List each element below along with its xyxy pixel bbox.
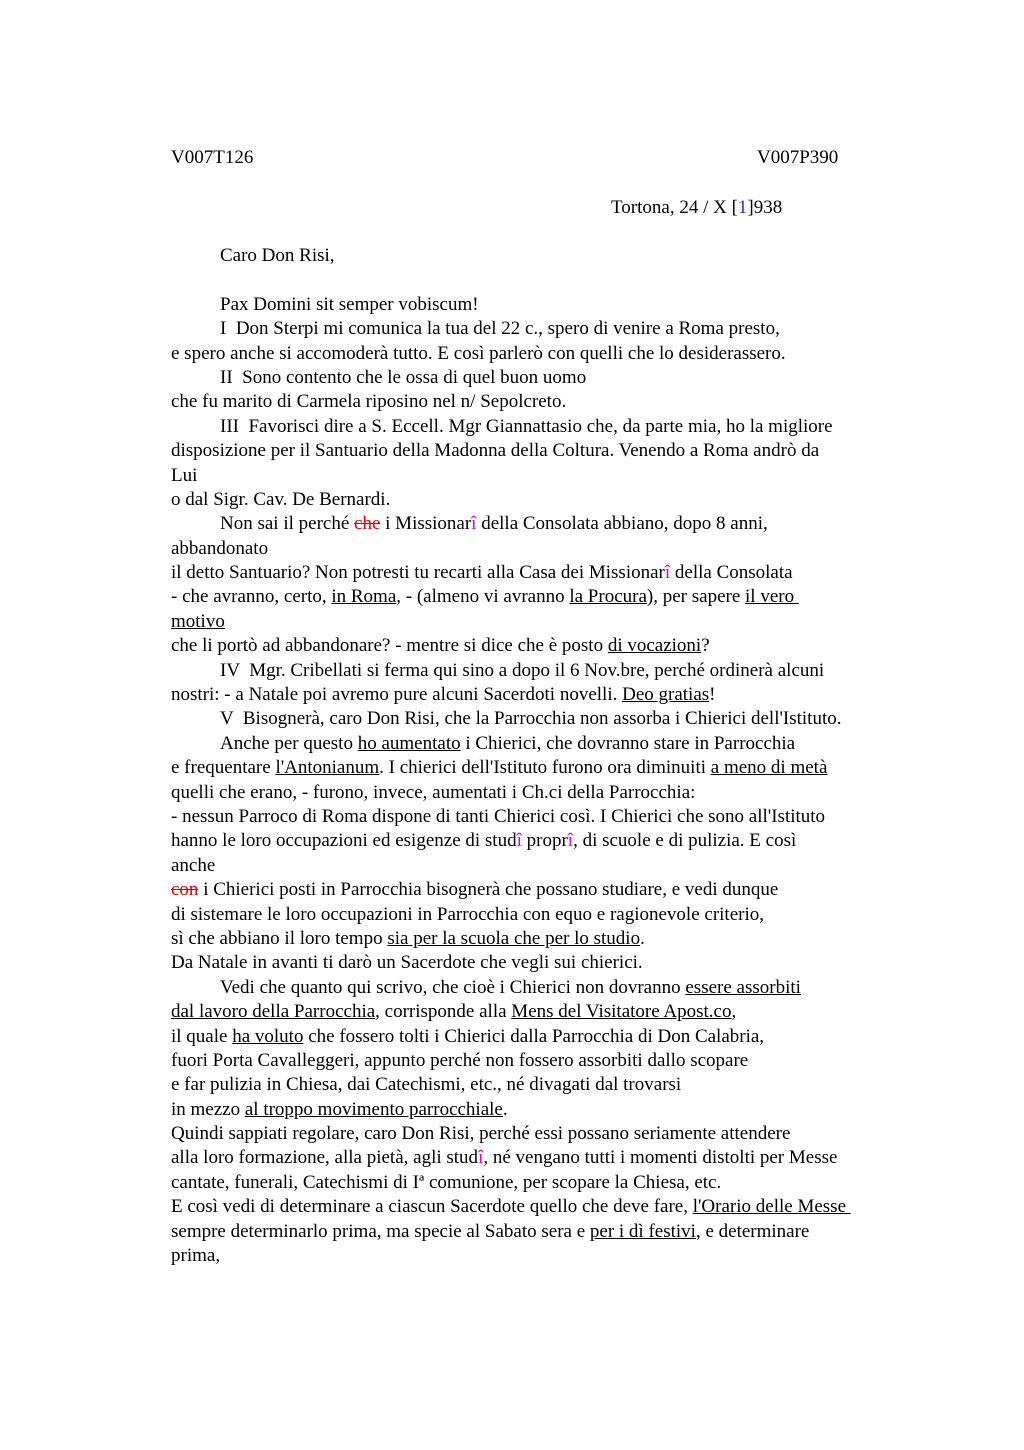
greeting: Caro Don Risi, [220, 245, 335, 266]
dateline [611, 196, 782, 220]
deleted-word: che [354, 513, 381, 535]
text-line: IV Mgr. Cribellati si ferma qui sino a dopo il 6 Nov.bre, perché ordinerà alcuni [220, 659, 825, 681]
text-span: i Missionar [380, 513, 472, 535]
underlined-text: per i dì festivi [589, 1220, 696, 1242]
deleted-word: con [171, 879, 199, 901]
text-line: anche [171, 854, 216, 876]
text-line [171, 512, 911, 536]
text-span: propr [521, 830, 568, 852]
dateline-place-date: Tortona, 24 / X [ [611, 197, 738, 218]
text-line: cantate, funerali, Catechismi di Iª comunione, per scopare la Chiesa, etc. [171, 1171, 722, 1193]
text-span: - che avranno, certo, [171, 586, 332, 608]
text-line: fuori Porta Cavalleggeri, appunto perché non fossero assorbiti dallo scopare [171, 1049, 749, 1071]
text-line: prima, [171, 1245, 221, 1267]
text-line: disposizione per il Santuario della Madonna della Coltura. Venendo a Roma andrò da [171, 440, 820, 462]
text-line: di sistemare le loro occupazioni in Parrocchia con equo e ragionevole criterio, [171, 903, 764, 925]
text-span: Non sai il perché [220, 513, 355, 535]
text-span: sì che abbiano il loro tempo [171, 927, 388, 949]
text-span: ? [701, 635, 710, 657]
text-span: della Consolata abbiano, dopo 8 anni, [476, 513, 768, 535]
text-line [171, 1146, 911, 1170]
text-line [171, 1195, 911, 1219]
text-line [171, 561, 911, 585]
text-span: nostri: - a Natale poi avremo pure alcuni Sacerdoti novelli. [171, 684, 623, 706]
text-line: e far pulizia in Chiesa, dai Catechismi, etc., né divagati dal trovarsi [171, 1074, 682, 1096]
underlined-text: al troppo movimento parrocchiale [244, 1098, 503, 1120]
underlined-text: a meno di metà [710, 757, 828, 779]
underlined-text: ho aumentato [357, 732, 461, 754]
text-line: Lui [171, 464, 198, 486]
text-line [171, 683, 911, 707]
text-span: il detto Santuario? Non potresti tu recarti alla Casa dei Missionar [171, 562, 665, 584]
text-line: quelli che erano, - furono, invece, aumentati i Ch.ci della Parrocchia: [171, 781, 696, 803]
letter-body [171, 244, 911, 1268]
text-span: il quale [171, 1025, 233, 1047]
text-line [171, 1025, 911, 1049]
document-code-right: V007P390 [757, 147, 839, 168]
text-span: Anche per questo [220, 732, 358, 754]
salutation: Pax Domini sit semper vobiscum! [220, 293, 479, 315]
text-span: . I chierici dell'Istituto furono ora diminuiti [379, 757, 711, 779]
text-span: , [731, 1001, 737, 1023]
text-line [171, 1000, 911, 1024]
underlined-text: il vero [745, 586, 799, 608]
text-span: ! [709, 684, 716, 706]
text-span: e frequentare [171, 757, 276, 779]
circumflex-mark: î [664, 562, 671, 584]
text-span: Vedi che quanto qui scrivo, che cioè i Chierici non dovranno [220, 976, 686, 998]
underlined-text: essere assorbiti [685, 976, 801, 998]
text-line: e spero anche si accomoderà tutto. E così parlerò con quelli che lo desiderassero. [171, 342, 786, 364]
text-span: che li portò ad abbandonare? - mentre si dice che è posto [171, 635, 608, 657]
underlined-text: motivo [171, 610, 225, 632]
text-line [171, 1220, 911, 1244]
text-line [171, 610, 911, 634]
text-span: , di scuole e di pulizia. E così [573, 830, 797, 852]
text-line [171, 878, 911, 902]
text-line: Da Natale in avanti ti darò un Sacerdote che vegli sui chierici. [171, 952, 643, 974]
text-line [171, 732, 911, 756]
text-span: , e determinare [695, 1220, 810, 1242]
text-span: sempre determinarlo prima, ma specie al Sabato sera e [171, 1220, 590, 1242]
underlined-text: in Roma [331, 586, 397, 608]
text-span: i Chierici, che dovranno stare in Parrocchia [460, 732, 796, 754]
text-line: - nessun Parroco di Roma dispone di tanti Chierici così. I Chierici che sono all'Istituto [171, 805, 826, 827]
text-span: , - (almeno vi avranno [396, 586, 570, 608]
text-line [171, 1098, 911, 1122]
text-line: II Sono contento che le ossa di quel buon uomo [220, 366, 587, 388]
text-span: . [640, 927, 645, 949]
text-span: alla loro formazione, alla pietà, agli stud [171, 1147, 479, 1169]
circumflex-mark: î [516, 830, 522, 852]
circumflex-mark: î [471, 513, 477, 535]
document-code-left: V007T126 [171, 147, 254, 168]
text-span: i Chierici posti in Parrocchia bisognerà che possano studiare, e vedi dunque [198, 879, 779, 901]
text-line [171, 976, 911, 1000]
text-line [171, 756, 911, 780]
text-line: Quindi sappiati regolare, caro Don Risi, perché essi possano seriamente attendere [171, 1123, 791, 1145]
text-line [171, 585, 911, 609]
text-span: che fossero tolti i Chierici dalla Parrocchia di Don Calabria, [303, 1025, 765, 1047]
underlined-text: sia per la scuola che per lo studio [387, 927, 641, 949]
underlined-text: dal lavoro della Parrocchia [171, 1001, 376, 1023]
underlined-text: l'Orario delle Messe [692, 1196, 851, 1218]
text-line: che fu marito di Carmela riposino nel n/ Sepolcreto. [171, 391, 567, 413]
text-span: , né vengano tutti i momenti distolti per Messe [483, 1147, 838, 1169]
text-span: in mezzo [171, 1098, 245, 1120]
text-line [171, 829, 911, 853]
underlined-text: di vocazioni [607, 635, 702, 657]
text-line: III Favorisci dire a S. Eccell. Mgr Giannattasio che, da parte mia, ho la migliore [220, 415, 833, 437]
underlined-text: Deo gratias [622, 684, 710, 706]
underlined-text: l'Antonianum [275, 757, 380, 779]
text-span: hanno le loro occupazioni ed esigenze di stud [171, 830, 517, 852]
text-line: o dal Sigr. Cav. De Bernardi. [171, 488, 391, 510]
underlined-text: ha voluto [232, 1025, 304, 1047]
text-span: . [502, 1098, 508, 1120]
circumflex-mark: î [567, 830, 574, 852]
text-span: E così vedi di determinare a ciascun Sacerdote quello che deve fare, [171, 1196, 693, 1218]
circumflex-mark: î [478, 1147, 484, 1169]
underlined-text: Mens del Visitatore Apost.co [511, 1001, 732, 1023]
dateline-editorial-digit: 1 [737, 197, 748, 218]
text-line [171, 927, 911, 951]
dateline-year: ]938 [747, 197, 783, 218]
underlined-text: la Procura [569, 586, 647, 608]
text-line: abbandonato [171, 537, 269, 559]
blank-line [171, 268, 911, 292]
text-span: della Consolata [670, 562, 793, 584]
text-line: I Don Sterpi mi comunica la tua del 22 c., spero di venire a Roma presto, [220, 318, 780, 340]
text-line: V Bisognerà, caro Don Risi, che la Parrocchia non assorba i Chierici dell'Istituto. [220, 708, 842, 730]
text-span: ), per sapere [646, 586, 746, 608]
text-span: , corrisponde alla [375, 1001, 512, 1023]
text-line [171, 634, 911, 658]
